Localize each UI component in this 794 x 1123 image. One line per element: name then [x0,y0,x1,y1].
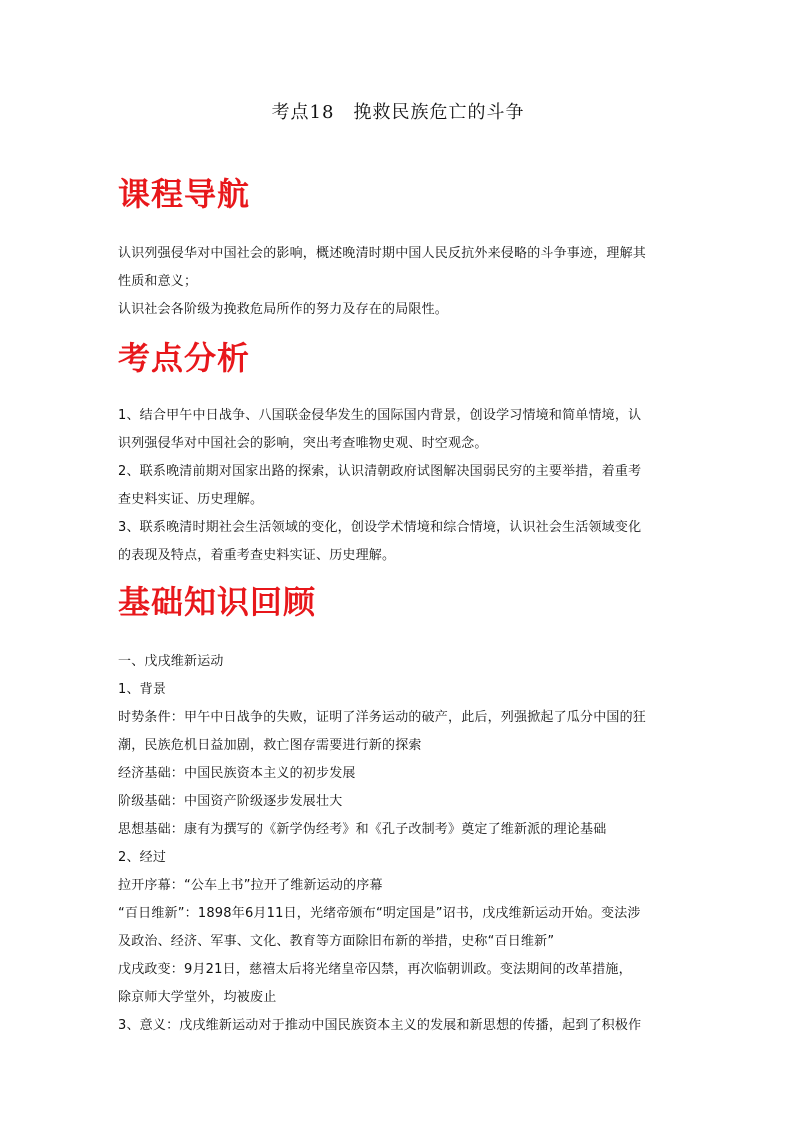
text-line: 识列强侵华对中国社会的影响，突出考查唯物史观、时空观念。 [118,436,488,451]
text-line: 阶级基础：中国资产阶级逐步发展壮大 [118,794,343,809]
course-navigation-text [118,240,678,324]
text-line: 1、结合甲午中日战争、八国联金侵华发生的国际国内背景，创设学习情境和简单情境，认 [118,408,642,423]
text-line: 时势条件：甲午中日战争的失败，证明了洋务运动的破产，此后，列强掀起了瓜分中国的狂 [118,710,647,725]
text-line: 2、经过 [118,850,167,865]
text-line: 经济基础：中国民族资本主义的初步发展 [118,766,356,781]
section-heading-course-navigation: 课程导航 [118,175,251,213]
section-heading-exam-analysis: 考点分析 [118,339,251,377]
text-line: 查史料实证、历史理解。 [118,492,264,507]
text-line: 拉开序幕：“公车上书”拉开了维新运动的序幕 [118,878,383,893]
exam-analysis-text [118,402,678,570]
text-line: 除京师大学堂外，均被废止 [118,990,277,1005]
basic-knowledge-text [118,648,678,1040]
text-line: 1、背景 [118,682,167,697]
text-line: 潮，民族危机日益加剧，救亡图存需要进行新的探索 [118,738,422,753]
text-line: “百日维新”：1898年6月11日，光绪帝颁布“明定国是”诏书，戊戌维新运动开始。变法涉 [118,906,641,921]
section-heading-basic-knowledge: 基础知识回顾 [118,583,317,621]
text-line: 一、戊戌维新运动 [118,654,224,669]
text-line: 3、意义：戊戌维新运动对于推动中国民族资本主义的发展和新思想的传播，起到了积极作 [118,1018,642,1033]
text-line: 性质和意义； [118,274,198,289]
text-line: 戊戌政变：9月21日，慈禧太后将光绪皇帝囚禁，再次临朝训政。变法期间的改革措施， [118,962,632,977]
text-line: 认识社会各阶级为挽救危局所作的努力及存在的局限性。 [118,302,449,317]
text-line: 及政治、经济、军事、文化、教育等方面除旧布新的举措，史称“百日维新” [118,934,555,949]
text-line: 思想基础：康有为撰写的《新学伪经考》和《孔子改制考》奠定了维新派的理论基础 [118,822,607,837]
text-line: 3、联系晚清时期社会生活领域的变化，创设学术情境和综合情境，认识社会生活领域变化 [118,520,642,535]
text-line: 2、联系晚清前期对国家出路的探索，认识清朝政府试图解决国弱民穷的主要举措，着重考 [118,464,642,479]
text-line: 的表现及特点，着重考查史料实证、历史理解。 [118,548,396,563]
text-line: 认识列强侵华对中国社会的影响，概述晚清时期中国人民反抗外来侵略的斗争事迹，理解其 [118,246,647,261]
document-title: 考点18 挽救民族危亡的斗争 [271,102,525,123]
